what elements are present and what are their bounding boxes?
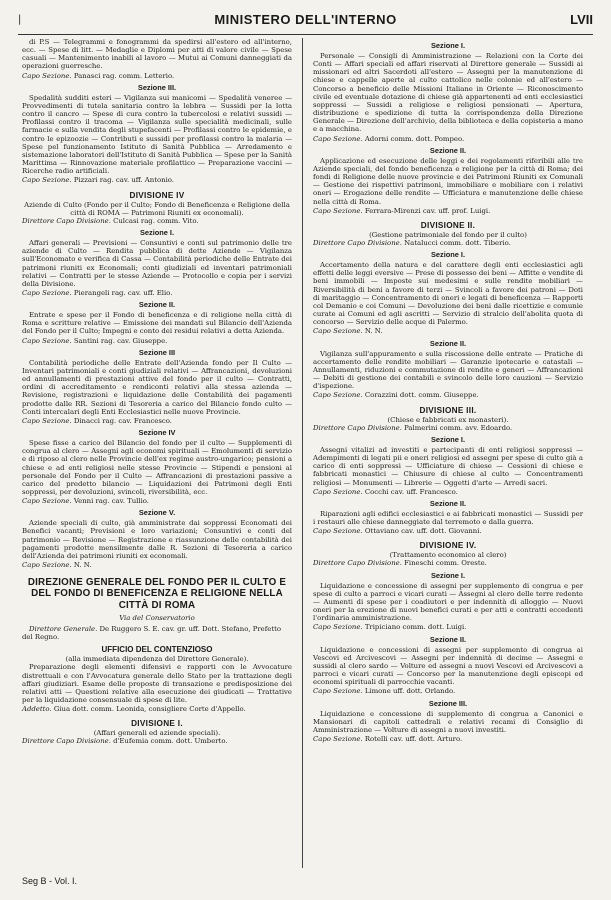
person-name: N. N.	[71, 561, 92, 570]
capo-sezione	[313, 327, 583, 335]
person-name: Palmerini comm. avv. Edoardo.	[401, 423, 513, 432]
section-text: Applicazione ed esecuzione delle leggi e dei regolamenti riferibili alle tre Aziende speciali, del fondo beneficenza e religione per la città di Roma; dei fondi di Religione delle nuove provincie e dei Patrimoni Riuniti ex Comunali — Gestione dei rispettivi patrimoni, immobiliare e mobiliare con i relativi oneri — Erogazione delle rendite — Ufficiatura e manutenzione delle chiese nella città di Roma.	[313, 156, 583, 206]
division-director	[313, 424, 583, 432]
person-name: Dinacci rag. cav. Francesco.	[71, 416, 172, 425]
capo-sezione	[22, 72, 292, 80]
person-name: Panasci rag. comm. Letterio.	[71, 71, 175, 80]
left-column	[22, 38, 292, 749]
role-label: Direttore Capo Divisione.	[22, 737, 111, 746]
person-name: Venni rag. cav. Tullio.	[71, 497, 149, 506]
section-text: Assegni vitalizi ad investiti e partecipanti di enti religiosi soppressi — Adempimenti di legati pii e oneri religiosi ed assegni per spese di culto già a carico di enti soppressi — Ufficiature di chiese — Cessioni di chiese e fabbricati monastici — Chiusure di chiese al culto — Concentramenti religiosi — Monumenti — Librerie — Oggetti d'arte — Arredi sacri.	[313, 445, 583, 487]
division-subtitle: (Affari generali ed aziende speciali).	[93, 729, 221, 738]
footer-signature: Seg B - Vol. I.	[22, 876, 78, 886]
person-name: d'Eufemia comm. dott. Umberto.	[110, 737, 228, 746]
role-label: Capo Sezione.	[22, 176, 72, 185]
section-text: Accertamento della natura e del carattere degli enti ecclesiastici agli effetti delle leggi eversive — Prese di possesso dei beni — Affitte e vendite di beni immobili — Imposte sui medesimi e sulle rendite mobiliari — Riversibilità di beni a favore di terzi — Svincoli a favore dei patroni — Doti di maritaggio — Concentramento di oneri e legati di beneficenza — Rapporti col Demanio e coi Comuni — Devoluzione dei beni dalle ricettizie e comunie curate ai Comuni ed agli ascritti — Servizio di stralcio dell'abolita quota di concorso — Servizio delle acque di Palermo.	[313, 261, 583, 327]
person-name: Santini rag. cav. Giuseppe.	[71, 336, 168, 345]
role-label: Capo Sezione.	[313, 687, 363, 696]
capo-sezione	[313, 687, 583, 695]
section-heading: Sezione IV	[138, 428, 176, 438]
person-name: Giua dott. comm. Leonida, consigliere Corte d'Appello.	[51, 705, 246, 714]
column-divider	[302, 38, 303, 868]
division-heading: DIVISIONE IV.	[419, 541, 477, 551]
person-name: Pizzari rag. cav. uff. Antonio.	[71, 176, 174, 185]
person-name: N. N.	[362, 327, 383, 336]
role-label: Capo Sezione.	[22, 71, 72, 80]
person-name: Corazzini dott. comm. Giuseppe.	[362, 391, 479, 400]
capo-sezione	[313, 135, 583, 143]
capo-sezione	[22, 705, 292, 713]
division-heading: DIVISIONE I.	[131, 719, 183, 729]
capo-sezione	[22, 289, 292, 297]
person-name: Rotelli cav. uff. dott. Arturo.	[362, 734, 463, 743]
person-name: Fineschi comm. Oreste.	[401, 559, 487, 568]
capo-sezione	[22, 561, 292, 569]
section-heading: Sezione V.	[138, 508, 176, 518]
role-label: Direttore Capo Divisione.	[313, 559, 402, 568]
section-heading: Sezione I.	[430, 41, 466, 50]
person-name: Ferrara-Mirenzi cav. uff. prof. Luigi.	[362, 206, 491, 215]
capo-sezione	[313, 735, 583, 743]
section-text: Contabilità periodiche delle Entrate dell'Azienda fondo per Il Culto — Inventari patrimoniali e conti giudiziali relativi — Affrancazioni, devoluzioni ed annullamenti di prestazioni attive del fondo per il culto — Contratti, ordini di accreditamento e rendiconti relativi alla stessa azienda — Revisione, registrazioni e liquidazione delle Contabilità dei pagamenti prodotte dalle RR. Sezioni di Tesoreria a carico del Bilancio fondo culto — Conti intercalari degli Enti Ecclesiastici nelle nuove Provincie.	[22, 358, 292, 416]
section-heading: Sezione II.	[429, 634, 467, 644]
capo-sezione	[22, 497, 292, 505]
section-heading: Sezione II.	[138, 300, 176, 310]
section-heading: Sezione II.	[429, 498, 467, 508]
capo-sezione	[313, 527, 583, 535]
person-name: Culcasi rag. comm. Vito.	[110, 216, 199, 225]
role-label: Capo Sezione.	[313, 734, 363, 743]
section-text: Vigilanza sull'appuramento e sulla riscossione delle entrate — Pratiche di accertamento delle rendite mobiliari — Garanzie ipotecarie e catastali — Annullamenti, riduzioni e commutazione di rendite e generi — Affrancazioni — Debiti di gestione dei contabili e svincolo delle loro cauzioni — Servizio d'ispezione.	[313, 349, 583, 391]
role-label: Capo Sezione.	[22, 336, 72, 345]
capo-sezione	[313, 391, 583, 399]
section-heading: Sezione I.	[430, 250, 466, 260]
role-label: Capo Sezione.	[313, 134, 363, 143]
page-header	[18, 12, 593, 32]
person-name: Limone uff. dott. Orlando.	[362, 687, 456, 696]
person-name: Natalucci comm. dott. Tiberio.	[401, 239, 511, 248]
role-label: Capo Sezione.	[313, 527, 363, 536]
role-label: Capo Sezione.	[313, 623, 363, 632]
section-text: di P.S — Telegrammi e fonogrammi da spedirsi all'estero ed all'interno, ecc. — Spese di litt. — Medaglie e Diplomi per atti di valore civile — Spese casuali — Mantenimento inabili al lavoro — Mutui ai Comuni danneggiati da operazioni guerresche.	[22, 38, 292, 71]
section-heading: Sezione I.	[430, 434, 466, 444]
capo-sezione	[22, 417, 292, 425]
role-label: Direttore Capo Divisione.	[313, 239, 402, 248]
division-director	[313, 559, 583, 567]
role-label: Addetto.	[22, 705, 52, 714]
section-text: Liquidazione e concessione di supplemento di congrua a Canonici e Mansionari di capitoli cattedrali e relativi recami di Consiglio di Amministrazione — Volture di assegni a nuovi investiti.	[313, 709, 583, 734]
office-heading: UFFICIO DEL CONTENZIOSO	[101, 645, 213, 655]
section-text: Spese fisse a carico del Bilancio del fondo per il culto — Supplementi di congrua al clero — Assegni agli economi spirituali — Emolumenti di servizio e di riposo al clero nelle Provincie dell'ex regime austro-ungarico; pensioni a chiese e ad enti religiosi nelle stesse Provincie — Stipendi e pensioni al personale del Fondo per il Culto — Affrancazioni di prestazioni passive a carico del predetto bilancio — Liquidazioni dei Patrimoni degli Enti soppressi, per devoluzioni, svincoli, riversibilità, ecc.	[22, 439, 292, 496]
role-label: Capo Sezione.	[22, 561, 72, 570]
division-heading: DIVISIONE III.	[419, 405, 477, 415]
role-label: Direttore Capo Divisione.	[22, 216, 111, 225]
page-number: LVII	[570, 12, 593, 27]
page-title: MINISTERO DELL'INTERNO	[214, 12, 397, 27]
section-heading: Sezione III	[138, 347, 176, 357]
capo-sezione	[313, 623, 583, 631]
person-name: Ottaviano cav. uff. dott. Giovanni.	[362, 527, 482, 536]
division-director	[22, 737, 292, 745]
section-text: Liquidazione e concessione di assegni per supplemento di congrua e per spese di culto a parroci e vicari curati — Assegni al clero delle terre redente — Aumenti di spese per i coadiutori e per indennità di alloggio — Nuovi oneri per la erezione di nuovi benefici curati e per atti e contratti eccedenti l'ordinaria amministrazione.	[313, 581, 583, 623]
section-text: Liquidazione e concessioni di assegni per supplemento di congrua ai Vescovi ed Arcivescovi — Assegni per indennità di decime — Assegni e sussidi al clero sardo — Volture ed assegni a nuovi Vescovi ed Arcivescovi a parroci e vicari curati — Concorso per la manutenzione degli episcopi ed economi spirituali di parrocchie vacanti.	[313, 645, 583, 687]
person-name: Adorni comm. dott. Pompeo.	[362, 134, 465, 143]
section-heading: Sezione I.	[139, 228, 175, 238]
role-label: Capo Sezione.	[22, 416, 72, 425]
division-subtitle: (Chiese e fabbricati ex monasteri).	[387, 415, 509, 424]
role-label: Capo Sezione.	[313, 391, 363, 400]
role-label: Direttore Generale.	[29, 624, 98, 633]
section-heading: Sezione II.	[429, 338, 467, 348]
person-name: Pierangeli rag. cav. uff. Elio.	[71, 289, 173, 297]
division-director	[22, 217, 292, 225]
directorate-title: DIREZIONE GENERALE DEL FONDO PER IL CULTO E DEL FONDO DI BENEFICENZA E RELIGIONE NELLA CITTÀ DI ROMA	[27, 577, 287, 611]
person-name: Tripiciano comm. dott. Luigi.	[362, 623, 467, 632]
section-heading: Sezione III.	[137, 82, 177, 92]
section-text: Aziende speciali di culto, già amministrate dai soppressi Economati dei Benefici vacanti; Previsioni e loro variazioni; Consuntivi e conti del patrimonio — Revisione — Registrazione e riassunzione delle contabilità dei pagamenti prodotte mensilmente dalle R. Sezioni di Tesoreria a carico dell'Azienda dei patrimoni riuniti ex economali.	[22, 519, 292, 560]
role-label: Capo Sezione.	[22, 497, 72, 506]
margin-mark: |	[18, 14, 22, 25]
section-heading: Sezione III.	[428, 698, 468, 708]
section-text: Affari generali — Previsioni — Consuntivi e conti sul patrimonio delle tre aziende di Culto — Rendita pubblica di dette Aziende — Vigilanza sull'Economato e verifica di Cassa — Contabilità periodiche delle Entrate dei patrimoni riuniti ex Economali; conti giudiziali ed inventari patrimoniali relativi — Contratti per le stesse Aziende — Protocollo e copia per i servizi della Divisione.	[22, 239, 292, 288]
role-label: Capo Sezione.	[313, 206, 363, 215]
division-subtitle: Aziende di Culto (Fondo per il Culto; Fondo di Beneficenza e Religione della città di ROMA — Patrimoni Riuniti ex economali).	[24, 200, 290, 217]
division-subtitle: (alla immediata dipendenza del Direttore Generale).	[65, 655, 249, 664]
address: Via del Conservatorio	[119, 613, 195, 622]
capo-sezione	[22, 337, 292, 345]
person-name: Cocchi cav. uff. Francesco.	[362, 487, 458, 496]
section-text: Personale — Consigli di Amministrazione — Relazioni con la Corte dei Conti — Affari speciali ed affari riservati al Direttore generale — Sussidi ai missionari ed altri Sacerdoti all'estero — Assegni per la manutenzione di chiese e cappelle aperte al culto cattolico nelle colonie ed all'estero — Concorso a beneficio delle Missioni Italiane in Oriente — Riconoscimento civile ed eventuale dotazione di chiese già appartenenti ad enti ecclesiastici soppressi — Sussidi a religiose e religiosi pensionati — Apertura, distribuzione e spedizione di tutta la corrispondenza della Direzione Generale — Direzione dell'archivio, della biblioteca e della copisteria a mano e a macchina.	[313, 52, 583, 134]
section-text: Preparazione degli elementi difensivi e rapporti con le Avvocature distrettuali e con l'Avvocatura generale dello Stato per la trattazione degli affari giudiziari. Esame delle proposte di transazione e predisposizione dei relativi atti — Questioni relative alla esecuzione dei giudicati — Trattative per la liquidazione consensuale di spese di lite.	[22, 663, 292, 704]
division-subtitle: (Gestione patrimoniale del fondo per il culto)	[369, 230, 527, 239]
capo-sezione	[313, 488, 583, 496]
right-column	[313, 38, 583, 746]
director-general	[22, 625, 292, 641]
role-label: Capo Sezione.	[22, 289, 72, 297]
division-director	[313, 239, 583, 247]
header-rule	[18, 34, 593, 35]
division-heading: DIVISIONE IV	[129, 190, 185, 200]
role-label: Direttore Capo Divisione.	[313, 423, 402, 432]
division-heading: DIVISIONE II.	[420, 220, 476, 230]
section-heading: Sezione II.	[429, 145, 467, 155]
section-text: Entrate e spese per il Fondo di beneficenza e di religione nella città di Roma e scritture relative — Emissione dei mandati sul Bilancio dell'Azienda del Fondo per il Culto; Impegni e conto dei residui relativi a detta Azienda.	[22, 311, 292, 336]
section-heading: Sezione I.	[430, 570, 466, 580]
capo-sezione	[22, 176, 292, 184]
role-label: Capo Sezione.	[313, 327, 363, 336]
role-label: Capo Sezione.	[313, 487, 363, 496]
person-name: De Ruggero S. E. cav. gr. uff. Dott. Stefano, Prefetto del Regno.	[22, 624, 282, 641]
division-subtitle: (Trattamento economico al clero)	[389, 551, 507, 560]
section-text: Riparazioni agli edifici ecclesiastici e ai fabbricati monastici — Sussidi per i restauri alle chiese danneggiate dal terremoto e dalla guerra.	[313, 509, 583, 526]
section-text: Spedalità sudditi esteri — Vigilanza sui manicomi — Spedalità veneree — Provvedimenti di tutela sanitaria contro la lebbra — Sussidi per la lotta contro il cancro — Spese di cura contro la tubercolosi e relativi sussidi — Profilassi contro il tracoma — Vigilanza sulle specialità medicinali, sulle farmacie e sulla vendita degli stupefacenti — Profilassi contro le epidemie, e contro le epizoozie — Contributi e sussidi per profilassi contro la malaria — Spese pel funzionamento Istituto di Sanità Pubblica — Arredamento e sistemazione laboratori dell'Istituto di Sanità Pubblica — Spese per la Sanità Marittima — Rinnovazione materiale profilattico — Preparazione vaccini — Ricerche radio artificiali.	[22, 93, 292, 176]
capo-sezione	[313, 207, 583, 215]
